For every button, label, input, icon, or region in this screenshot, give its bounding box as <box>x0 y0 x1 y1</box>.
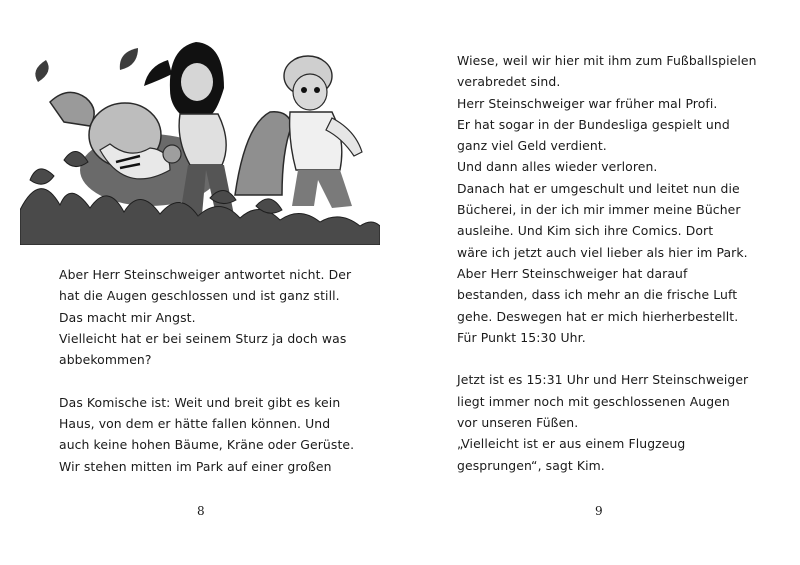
text-line: Aber Herr Steinschweiger antwortet nicht. Der <box>59 267 352 282</box>
text-line: auch keine hohen Bäume, Kräne oder Gerüste. <box>59 437 355 453</box>
text-line: Das Komische ist: Weit und breit gibt es kein <box>59 394 341 410</box>
text-line: gehe. Deswegen hat er mich hierherbestellt. <box>457 308 739 324</box>
text-line: Wiese, weil wir hier mit ihm zum Fußballspielen <box>457 53 757 68</box>
text-line: ganz viel Geld verdient. <box>457 138 607 154</box>
text-line: hat die Augen geschlossen und ist ganz still. <box>59 288 340 304</box>
right-page-text <box>457 50 757 476</box>
text-line: abbekommen? <box>59 352 152 368</box>
text-line: Jetzt ist es 15:31 Uhr und Herr Steinschweiger <box>457 372 749 388</box>
falling-leaf-left <box>35 60 48 82</box>
text-line: Für Punkt 15:30 Uhr. <box>457 329 586 345</box>
text-line: wäre ich jetzt auch viel lieber als hier im Park. <box>457 244 748 260</box>
paragraph-gap <box>457 348 757 369</box>
text-line: bestanden, dass ich mehr an die frische Luft <box>457 287 738 303</box>
text-line: Vielleicht hat er bei seinem Sturz ja doch was <box>59 330 347 346</box>
text-line: Bücherei, in der ich mir immer meine Bücher <box>457 202 741 218</box>
lying-man-arm <box>50 92 94 126</box>
text-line: Wir stehen mitten im Park auf einer großen <box>59 458 332 474</box>
text-line: Das macht mir Angst. <box>59 309 196 325</box>
page-number-right: 9 <box>595 504 603 518</box>
text-line: Haus, von dem er hätte fallen können. Und <box>59 416 331 432</box>
text-line: ausleihe. Und Kim sich ihre Comics. Dort <box>457 223 714 239</box>
text-line: Aber Herr Steinschweiger hat darauf <box>457 265 688 281</box>
page-number-left: 8 <box>197 504 205 518</box>
text-line: gesprungen“, sagt Kim. <box>457 457 605 473</box>
right-page <box>400 0 800 565</box>
lying-man-nose <box>163 145 181 163</box>
girl-body <box>179 114 226 165</box>
girl-ponytail <box>144 60 172 86</box>
paragraph-gap <box>59 370 354 391</box>
text-line: Herr Steinschweiger war früher mal Profi. <box>457 95 718 111</box>
left-page-text <box>59 264 354 477</box>
text-line: „Vielleicht ist er aus einem Flugzeug <box>457 436 686 452</box>
text-line: verabredet sind. <box>457 74 561 90</box>
text-line: Danach hat er umgeschult und leitet nun die <box>457 180 740 196</box>
text-line: liegt immer noch mit geschlossenen Augen <box>457 393 730 409</box>
lying-man-leg <box>235 112 292 195</box>
boy-legs <box>292 170 352 208</box>
text-line: Er hat sogar in der Bundesliga gespielt und <box>457 116 730 132</box>
falling-leaf-top <box>120 48 138 70</box>
boy-face <box>293 74 327 110</box>
text-line: vor unseren Füßen. <box>457 415 579 431</box>
illustration <box>20 30 380 245</box>
girl-face <box>181 63 213 101</box>
text-line: Und dann alles wieder verloren. <box>457 159 658 175</box>
